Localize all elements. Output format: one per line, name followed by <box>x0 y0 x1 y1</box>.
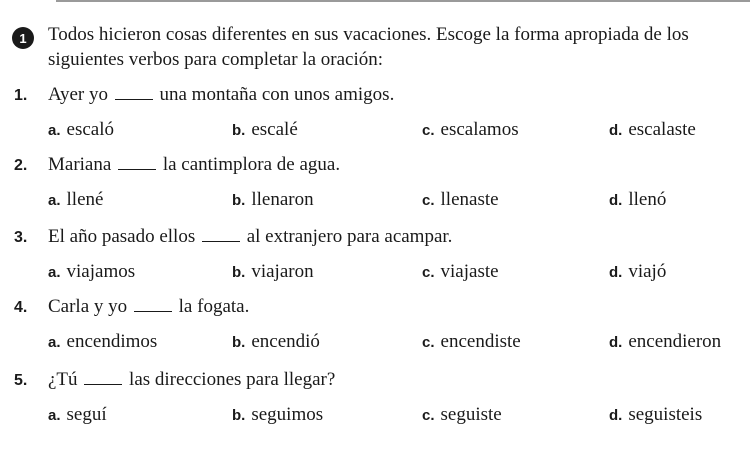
option-a[interactable] <box>48 330 157 355</box>
option-a[interactable] <box>48 403 107 428</box>
options <box>14 403 739 427</box>
option-letter: c. <box>422 192 435 209</box>
option-text: escaló <box>66 119 114 140</box>
option-letter: a. <box>48 407 61 424</box>
option-letter: d. <box>609 122 623 139</box>
option-text: viajó <box>628 261 667 282</box>
question-5 <box>14 368 739 427</box>
question-number: 1. <box>14 87 28 104</box>
option-text: seguisteis <box>628 404 703 425</box>
option-d[interactable] <box>609 403 702 428</box>
question-4 <box>14 295 739 354</box>
option-letter: a. <box>48 334 61 351</box>
option-text: llené <box>66 189 104 210</box>
option-text: viajaron <box>251 261 314 282</box>
option-letter: a. <box>48 264 61 281</box>
option-text: encendió <box>251 331 320 352</box>
options <box>14 188 739 212</box>
option-text: llenaste <box>440 189 499 210</box>
question-line <box>14 153 739 178</box>
option-text: viajaste <box>440 261 499 282</box>
option-d[interactable] <box>609 118 696 143</box>
question-line <box>14 225 739 250</box>
question-text-after: la fogata. <box>178 296 250 317</box>
instructions-text: Todos hicieron cosas diferentes en sus vacaciones. Escoge la forma apropiada de los siguientes verbos para completar la oración: <box>48 24 689 70</box>
option-letter: c. <box>422 334 435 351</box>
answer-blank <box>202 225 240 242</box>
activity-number-badge: 1 <box>12 27 34 49</box>
question-text-after: la cantimplora de agua. <box>162 154 341 175</box>
question-number: 5. <box>14 372 28 389</box>
option-letter: d. <box>609 264 623 281</box>
option-c[interactable] <box>422 330 521 355</box>
option-b[interactable] <box>232 403 323 428</box>
option-b[interactable] <box>232 118 298 143</box>
option-text: viajamos <box>66 261 136 282</box>
option-text: llenó <box>628 189 667 210</box>
option-text: seguiste <box>440 404 502 425</box>
option-c[interactable] <box>422 260 499 285</box>
instructions <box>12 22 732 72</box>
option-c[interactable] <box>422 188 499 213</box>
option-text: seguimos <box>251 404 324 425</box>
option-letter: b. <box>232 407 246 424</box>
question-2 <box>14 153 739 212</box>
option-b[interactable] <box>232 188 314 213</box>
question-number: 2. <box>14 157 28 174</box>
option-letter: d. <box>609 334 623 351</box>
option-c[interactable] <box>422 403 502 428</box>
question-text-after: las direcciones para llegar? <box>129 369 336 390</box>
answer-blank <box>115 83 153 100</box>
question-text-before: El año pasado ellos <box>48 226 196 247</box>
option-letter: a. <box>48 122 61 139</box>
option-letter: d. <box>609 192 623 209</box>
question-text-before: Carla y yo <box>48 296 128 317</box>
top-rule <box>56 0 750 2</box>
option-letter: b. <box>232 122 246 139</box>
question-line <box>14 368 739 393</box>
answer-blank <box>134 295 172 312</box>
option-text: seguí <box>66 404 107 425</box>
option-letter: c. <box>422 407 435 424</box>
option-letter: b. <box>232 264 246 281</box>
option-text: encendimos <box>66 331 158 352</box>
option-a[interactable] <box>48 188 103 213</box>
question-line <box>14 83 739 108</box>
question-1 <box>14 83 739 142</box>
option-a[interactable] <box>48 118 114 143</box>
option-letter: c. <box>422 122 435 139</box>
options <box>14 118 739 142</box>
option-text: encendieron <box>628 331 722 352</box>
question-number: 4. <box>14 299 28 316</box>
option-text: llenaron <box>251 189 314 210</box>
option-b[interactable] <box>232 330 320 355</box>
question-text-before: ¿Tú <box>48 369 78 390</box>
options <box>14 330 739 354</box>
answer-blank <box>118 153 156 170</box>
option-text: escalé <box>251 119 298 140</box>
option-letter: a. <box>48 192 61 209</box>
option-letter: b. <box>232 192 246 209</box>
option-a[interactable] <box>48 260 135 285</box>
options <box>14 260 739 284</box>
option-text: escalamos <box>440 119 519 140</box>
option-text: encendiste <box>440 331 521 352</box>
question-3 <box>14 225 739 284</box>
option-text: escalaste <box>628 119 696 140</box>
question-text-before: Ayer yo <box>48 84 108 105</box>
option-d[interactable] <box>609 260 666 285</box>
question-number: 3. <box>14 229 28 246</box>
question-text-after: una montaña con unos amigos. <box>159 84 395 105</box>
option-letter: d. <box>609 407 623 424</box>
question-line <box>14 295 739 320</box>
option-b[interactable] <box>232 260 314 285</box>
option-letter: b. <box>232 334 246 351</box>
answer-blank <box>84 368 122 385</box>
option-d[interactable] <box>609 188 666 213</box>
question-text-after: al extranjero para acampar. <box>246 226 453 247</box>
question-text-before: Mariana <box>48 154 112 175</box>
option-c[interactable] <box>422 118 519 143</box>
option-letter: c. <box>422 264 435 281</box>
option-d[interactable] <box>609 330 721 355</box>
